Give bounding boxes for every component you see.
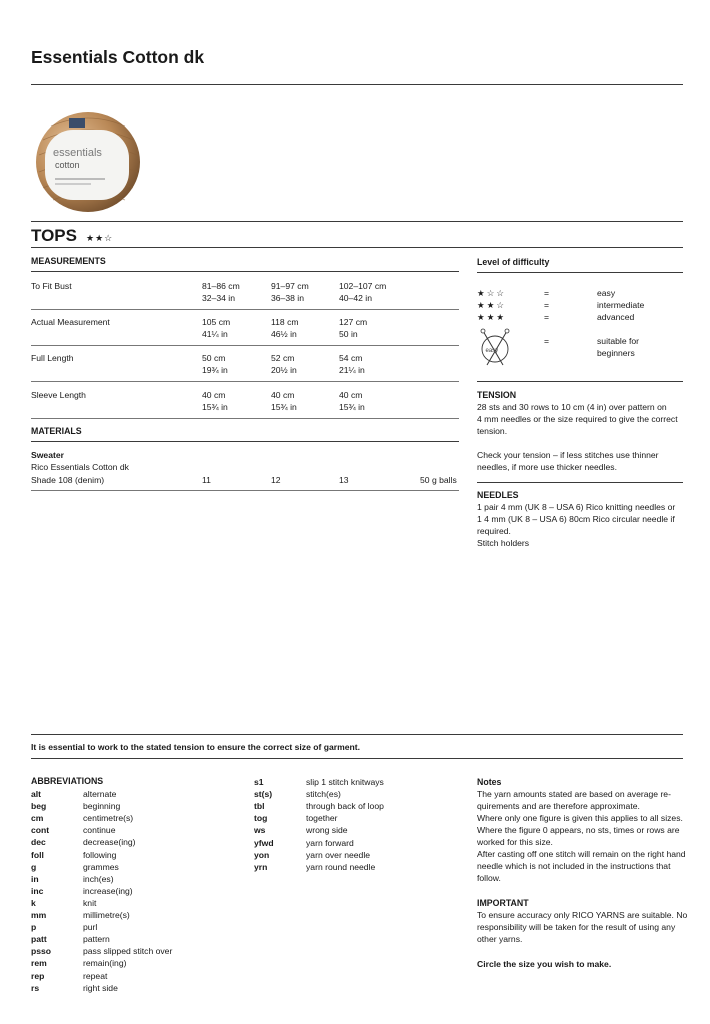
tension-check-text xyxy=(477,449,691,473)
measurement-value-in: 15¾ in xyxy=(202,402,228,412)
abbreviation-key: k xyxy=(31,897,36,908)
abbreviation-key: beg xyxy=(31,801,47,812)
materials-amount-3: 13 xyxy=(339,475,349,485)
measurement-value-cm: 52 cm xyxy=(271,353,295,363)
section-top-divider xyxy=(31,221,683,222)
abbreviation-key: in xyxy=(31,873,39,884)
important-heading: IMPORTANT xyxy=(477,898,529,908)
abbreviation-meaning: centimetre(s) xyxy=(83,813,134,824)
abbreviation-meaning: pass slipped stitch over xyxy=(83,946,173,957)
tension-line: 28 sts and 30 rows to 10 cm (4 in) over pattern on xyxy=(477,402,667,412)
materials-heading: MATERIALS xyxy=(31,426,82,436)
notes-line: needle which is not included in the instructions that xyxy=(477,861,671,871)
measurement-label: Full Length xyxy=(31,353,74,363)
essential-note: It is essential to work to the stated tension to ensure the correct size of garment. xyxy=(31,742,361,752)
beginner-icon-text: easy xyxy=(485,348,499,354)
measurement-value-cm: 40 cm xyxy=(202,390,226,400)
measurement-row-divider xyxy=(31,345,459,346)
difficulty-label-intermediate: intermediate xyxy=(597,300,645,310)
difficulty-label-easy: easy xyxy=(597,288,616,298)
needles-text xyxy=(477,501,691,549)
measurement-value-cm: 40 cm xyxy=(271,390,295,400)
measurements-heading: MEASUREMENTS xyxy=(31,256,106,266)
important-line: other yarns. xyxy=(477,934,523,944)
needles-line: required. xyxy=(477,526,511,536)
measurement-value-in: 50 in xyxy=(339,329,358,339)
abbreviation-key: alt xyxy=(31,789,42,799)
section-divider xyxy=(31,247,683,248)
abbreviation-meaning: yarn over needle xyxy=(306,849,371,860)
measurement-value-in: 46½ in xyxy=(271,329,297,339)
materials-amount-1: 11 xyxy=(202,475,211,485)
notes-heading: Notes xyxy=(477,777,502,787)
yarn-label-line2: cotton xyxy=(55,160,80,170)
abbreviation-key: yfwd xyxy=(254,837,274,848)
difficulty-eq-easy: = xyxy=(544,288,550,298)
abbreviation-key: cm xyxy=(31,813,44,824)
abbreviation-meaning: continue xyxy=(83,825,116,836)
measurement-row-divider xyxy=(31,381,459,382)
tension-text xyxy=(477,401,691,437)
section-title: TOPS xyxy=(31,226,77,245)
abbreviation-meaning: right side xyxy=(83,982,118,993)
difficulty-divider xyxy=(477,272,683,273)
measurement-value-in: 15¾ in xyxy=(339,402,365,412)
abbreviation-key: patt xyxy=(31,934,47,945)
important-line: To ensure accuracy only RICO YARNS are suitable. No xyxy=(477,910,688,920)
section-difficulty-stars: ★★☆ xyxy=(86,233,114,243)
difficulty-eq-intermediate: = xyxy=(544,300,550,310)
important-text xyxy=(477,909,697,945)
materials-divider xyxy=(31,441,459,442)
abbreviation-meaning: pattern xyxy=(83,934,110,945)
abbreviation-key: p xyxy=(31,922,37,933)
needles-line: 1 4 mm (UK 8 – USA 6) 80cm Rico circular needle if xyxy=(477,514,675,524)
difficulty-eq-advanced: = xyxy=(544,312,550,322)
tension-check-line: needles, if more use thicker needles. xyxy=(477,462,617,472)
abbreviation-key: foll xyxy=(31,849,44,860)
abbreviation-meaning: together xyxy=(306,813,338,824)
abbreviation-meaning: inch(es) xyxy=(83,873,114,884)
materials-shade: Shade 108 (denim) xyxy=(31,475,105,485)
abbreviation-key: rep xyxy=(31,970,45,981)
measurement-value-cm: 102–107 cm xyxy=(339,281,387,291)
materials-bottom-divider xyxy=(31,490,459,491)
measurement-value-cm: 91–97 cm xyxy=(271,281,309,291)
difficulty-eq-beginner: = xyxy=(544,336,550,346)
measurement-value-in: 19¾ in xyxy=(202,365,228,375)
abbreviation-key: tog xyxy=(254,813,268,824)
measurement-label: Sleeve Length xyxy=(31,390,86,400)
measurement-value-in: 41¼ in xyxy=(202,329,228,339)
measurement-value-cm: 118 cm xyxy=(271,317,299,327)
notes-line: worked for this size. xyxy=(477,837,553,847)
materials-unit: 50 g balls xyxy=(420,475,457,485)
needles-heading: NEEDLES xyxy=(477,490,519,500)
abbreviation-meaning: knit xyxy=(83,897,97,908)
abbreviation-key: yrn xyxy=(254,861,268,872)
materials-item-title: Sweater xyxy=(31,450,64,460)
title-divider xyxy=(31,84,683,85)
abbreviation-meaning: alternate xyxy=(83,789,117,799)
materials-amount-2: 12 xyxy=(271,475,281,485)
abbreviation-key: s1 xyxy=(254,777,264,787)
abbreviation-key: tbl xyxy=(254,801,265,812)
tension-divider xyxy=(477,381,683,382)
abbreviation-meaning: yarn forward xyxy=(306,837,354,848)
tension-line: tension. xyxy=(477,426,508,436)
abbreviation-meaning: yarn round needle xyxy=(306,861,376,872)
abbreviation-key: inc xyxy=(31,885,44,896)
measurement-value-cm: 127 cm xyxy=(339,317,368,327)
measurement-value-cm: 40 cm xyxy=(339,390,363,400)
notes-line: The yarn amounts stated are based on average re- xyxy=(477,789,671,799)
measurement-value-in: 32–34 in xyxy=(202,293,235,303)
measurement-value-in: 21¼ in xyxy=(339,365,365,375)
difficulty-stars-advanced: ★★★ xyxy=(477,312,507,322)
abbreviation-meaning: grammes xyxy=(83,861,119,872)
yarn-label-line1: essentials xyxy=(53,147,102,159)
abbreviation-key: rem xyxy=(31,958,47,969)
page-title: Essentials Cotton dk xyxy=(31,47,205,67)
abbreviation-meaning: slip 1 stitch knitways xyxy=(306,777,384,787)
difficulty-label-advanced: advanced xyxy=(597,312,635,322)
abbreviation-meaning: decrease(ing) xyxy=(83,837,136,848)
measurement-row-divider xyxy=(31,418,459,419)
abbreviation-meaning: purl xyxy=(83,922,98,933)
difficulty-beginner-line2: beginners xyxy=(597,348,635,358)
knitting-needles-icon xyxy=(477,327,513,367)
abbreviation-meaning: millimetre(s) xyxy=(83,910,130,920)
notes-line: After casting off one stitch will remain on the right hand xyxy=(477,849,686,859)
abbreviation-meaning: stitch(es) xyxy=(306,789,341,800)
measurement-value-cm: 50 cm xyxy=(202,353,226,363)
tension-check-line: Check your tension – if less stitches use thinner xyxy=(477,450,659,460)
note-top-divider xyxy=(31,734,683,735)
difficulty-heading: Level of difficulty xyxy=(477,257,550,267)
measurement-value-in: 15¾ in xyxy=(271,402,297,412)
abbreviation-key: rs xyxy=(31,982,40,993)
notes-text xyxy=(477,788,697,884)
abbreviation-key: dec xyxy=(31,837,46,848)
measurement-value-in: 20½ in xyxy=(271,365,297,375)
abbreviation-key: mm xyxy=(31,910,47,920)
measurement-value-in: 40–42 in xyxy=(339,293,372,303)
abbreviation-key: yon xyxy=(254,849,270,860)
measurement-label: Actual Measurement xyxy=(31,317,110,327)
abbreviations-heading: ABBREVIATIONS xyxy=(31,776,104,786)
notes-line: Where only one figure is given this applies to all sizes. xyxy=(477,813,683,823)
materials-yarn-name: Rico Essentials Cotton dk xyxy=(31,462,129,472)
yarn-ball-image xyxy=(33,110,143,214)
notes-line: Where the figure 0 appears, no sts, times or rows are xyxy=(477,825,680,835)
measurement-value-cm: 81–86 cm xyxy=(202,281,240,291)
measurement-label: To Fit Bust xyxy=(31,281,72,291)
note-bottom-divider xyxy=(31,758,683,759)
measurements-divider xyxy=(31,271,459,272)
abbreviation-key: cont xyxy=(31,825,50,836)
abbreviation-meaning: following xyxy=(83,849,117,860)
measurement-value-cm: 105 cm xyxy=(202,317,231,327)
difficulty-beginner-line1: suitable for xyxy=(597,336,640,346)
needles-divider xyxy=(477,482,683,483)
notes-line: follow. xyxy=(477,873,501,883)
abbreviation-meaning: beginning xyxy=(83,801,121,812)
measurement-value-in: 36–38 in xyxy=(271,293,304,303)
abbreviation-key: ws xyxy=(254,825,266,836)
measurement-row-divider xyxy=(31,309,459,310)
tension-heading: TENSION xyxy=(477,390,517,400)
abbreviation-meaning: repeat xyxy=(83,970,108,981)
needles-line: Stitch holders xyxy=(477,538,530,548)
difficulty-stars-intermediate: ★★☆ xyxy=(477,300,507,310)
abbreviation-meaning: increase(ing) xyxy=(83,885,133,896)
important-line: responsibility will be taken for the result of using any xyxy=(477,922,676,932)
difficulty-stars-easy: ★☆☆ xyxy=(477,288,507,298)
abbreviation-key: st(s) xyxy=(254,789,273,800)
notes-line: quirements and are therefore approximate. xyxy=(477,801,640,811)
abbreviation-meaning: wrong side xyxy=(306,825,348,836)
abbreviation-key: psso xyxy=(31,946,52,957)
needles-line: 1 pair 4 mm (UK 8 – USA 6) Rico knitting needles or xyxy=(477,502,676,512)
tension-line: 4 mm needles or the size required to give the correct xyxy=(477,414,678,424)
abbreviation-meaning: remain(ing) xyxy=(83,958,127,969)
abbreviation-key: g xyxy=(31,861,37,872)
circle-size-instruction: Circle the size you wish to make. xyxy=(477,959,612,969)
measurement-value-cm: 54 cm xyxy=(339,353,363,363)
abbreviation-meaning: through back of loop xyxy=(306,801,384,812)
